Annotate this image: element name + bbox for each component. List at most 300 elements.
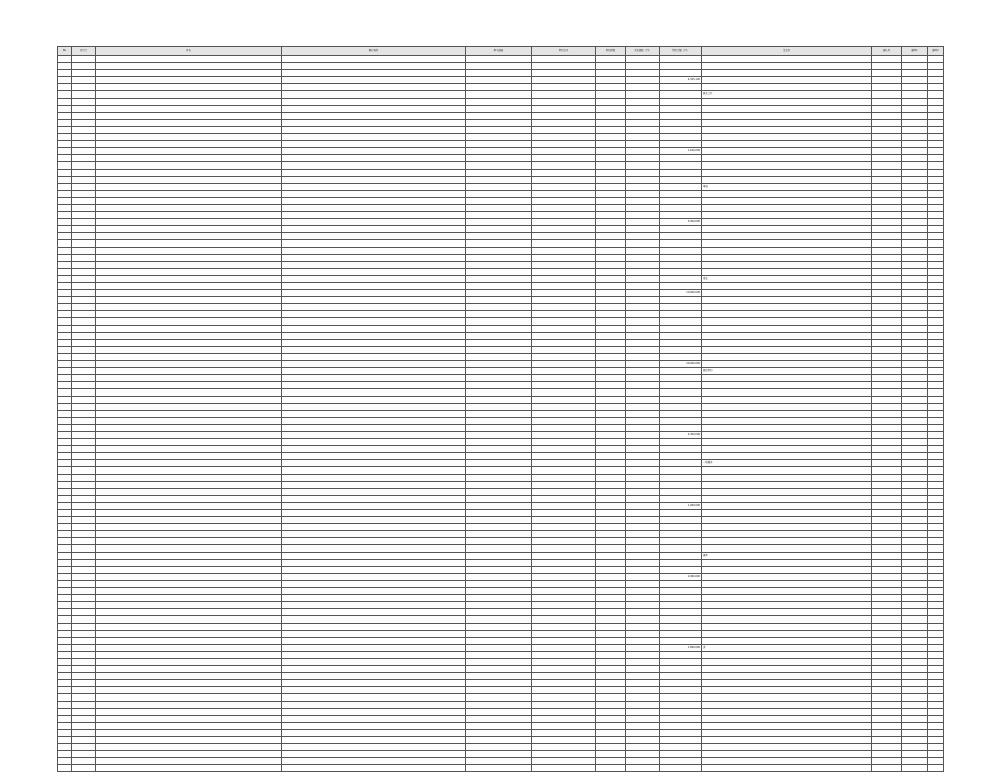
table-cell: [282, 283, 466, 290]
table-cell: [58, 744, 72, 751]
table-cell: [58, 446, 72, 453]
table-cell: [702, 559, 872, 566]
table-cell: [282, 183, 466, 190]
table-cell: [532, 694, 596, 701]
table-cell: [532, 346, 596, 353]
table-cell: [660, 680, 702, 687]
table-cell: [72, 240, 96, 247]
table-cell: [928, 417, 944, 424]
table-cell: [702, 162, 872, 169]
table-cell: 20,000,000: [660, 361, 702, 368]
table-cell: [928, 318, 944, 325]
table-cell: [660, 424, 702, 431]
table-cell: [72, 403, 96, 410]
table-cell: [626, 495, 660, 502]
table-cell: [660, 396, 702, 403]
table-cell: [58, 112, 72, 119]
table-cell: [702, 84, 872, 91]
table-row: [58, 183, 944, 190]
table-cell: [928, 580, 944, 587]
table-cell: [902, 580, 928, 587]
table-row: [58, 559, 944, 566]
table-cell: [660, 609, 702, 616]
table-cell: [928, 233, 944, 240]
table-cell: [596, 105, 626, 112]
table-cell: [532, 715, 596, 722]
table-cell: [96, 595, 282, 602]
table-cell: [532, 155, 596, 162]
table-row: [58, 141, 944, 148]
table-cell: [96, 204, 282, 211]
table-cell: [282, 531, 466, 538]
table-cell: [532, 623, 596, 630]
table-cell: [282, 63, 466, 70]
table-cell: [72, 460, 96, 467]
table-cell: [902, 488, 928, 495]
table-cell: [928, 261, 944, 268]
table-cell: [282, 765, 466, 772]
table-cell: [58, 84, 72, 91]
table-cell: [626, 708, 660, 715]
table-cell: [902, 758, 928, 765]
table-cell: [58, 240, 72, 247]
table-cell: [626, 524, 660, 531]
table-cell: [532, 467, 596, 474]
table-cell: [872, 708, 902, 715]
table-cell: [532, 318, 596, 325]
table-cell: [282, 424, 466, 431]
table-cell: [626, 84, 660, 91]
table-cell: [596, 353, 626, 360]
table-cell: [660, 623, 702, 630]
table-cell: [626, 290, 660, 297]
table-cell: [660, 538, 702, 545]
table-cell: [928, 304, 944, 311]
table-cell: [596, 98, 626, 105]
table-cell: [928, 658, 944, 665]
table-cell: [466, 318, 532, 325]
table-cell: [96, 531, 282, 538]
table-cell: [282, 673, 466, 680]
table-cell: [702, 588, 872, 595]
table-cell: [58, 105, 72, 112]
table-cell: [532, 247, 596, 254]
table-cell: [928, 247, 944, 254]
table-cell: [96, 658, 282, 665]
table-cell: [626, 283, 660, 290]
table-cell: [58, 119, 72, 126]
table-cell: [72, 495, 96, 502]
table-cell: [626, 247, 660, 254]
table-cell: [58, 403, 72, 410]
table-cell: [282, 197, 466, 204]
table-cell: [466, 176, 532, 183]
table-cell: [96, 190, 282, 197]
table-cell: 2,900,000: [660, 573, 702, 580]
table-cell: [96, 488, 282, 495]
table-cell: [96, 290, 282, 297]
table-cell: [596, 190, 626, 197]
table-cell: [872, 283, 902, 290]
table-cell: [72, 431, 96, 438]
table-cell: [58, 431, 72, 438]
table-cell: [96, 666, 282, 673]
table-cell: 一般競争: [702, 460, 872, 467]
table-cell: [466, 616, 532, 623]
table-cell: [872, 91, 902, 98]
table-cell: [72, 134, 96, 141]
table-row: [58, 297, 944, 304]
table-row: [58, 77, 944, 84]
table-cell: [902, 431, 928, 438]
table-row: [58, 545, 944, 552]
table-cell: [702, 290, 872, 297]
table-row: [58, 729, 944, 736]
table-cell: [58, 70, 72, 77]
table-cell: [532, 148, 596, 155]
table-cell: [702, 325, 872, 332]
table-cell: [928, 403, 944, 410]
table-cell: [96, 644, 282, 651]
table-cell: [626, 538, 660, 545]
table-cell: [660, 488, 702, 495]
table-cell: [532, 396, 596, 403]
table-cell: [660, 545, 702, 552]
table-cell: [626, 162, 660, 169]
table-cell: [902, 105, 928, 112]
table-cell: [596, 687, 626, 694]
table-cell: [72, 105, 96, 112]
table-row: [58, 148, 944, 155]
table-cell: [72, 339, 96, 346]
table-cell: [466, 190, 532, 197]
table-cell: [532, 580, 596, 587]
table-cell: [282, 708, 466, 715]
table-cell: [872, 403, 902, 410]
table-cell: [626, 148, 660, 155]
table-cell: [660, 254, 702, 261]
table-cell: [466, 183, 532, 190]
table-cell: [282, 502, 466, 509]
table-cell: [660, 410, 702, 417]
table-row: [58, 573, 944, 580]
table-row: [58, 495, 944, 502]
table-cell: [72, 729, 96, 736]
table-cell: [596, 311, 626, 318]
table-cell: [72, 573, 96, 580]
table-cell: [626, 658, 660, 665]
table-row: [58, 375, 944, 382]
table-cell: [96, 332, 282, 339]
table-cell: [626, 197, 660, 204]
table-cell: [872, 261, 902, 268]
table-cell: [660, 169, 702, 176]
table-cell: [58, 304, 72, 311]
table-row: [58, 524, 944, 531]
table-cell: [928, 552, 944, 559]
table-cell: [626, 275, 660, 282]
table-row: [58, 212, 944, 219]
table-cell: [96, 694, 282, 701]
table-cell: [928, 673, 944, 680]
table-cell: [466, 602, 532, 609]
table-cell: [928, 112, 944, 119]
table-cell: [96, 552, 282, 559]
table-cell: [626, 190, 660, 197]
table-cell: [928, 70, 944, 77]
table-cell: [702, 566, 872, 573]
table-cell: [72, 70, 96, 77]
table-cell: [872, 233, 902, 240]
table-cell: [96, 261, 282, 268]
table-cell: [702, 673, 872, 680]
table-cell: [596, 495, 626, 502]
col-header-amount: 契約金額（円）: [660, 47, 702, 56]
table-cell: [72, 630, 96, 637]
table-cell: [660, 134, 702, 141]
table-cell: [902, 247, 928, 254]
table-cell: [928, 751, 944, 758]
table-cell: [660, 708, 702, 715]
table-cell: [928, 694, 944, 701]
table-cell: [532, 63, 596, 70]
table-cell: [660, 453, 702, 460]
table-cell: 5,000,000: [660, 219, 702, 226]
table-cell: [902, 602, 928, 609]
table-cell: [626, 353, 660, 360]
table-cell: [466, 439, 532, 446]
table-cell: [466, 765, 532, 772]
table-cell: [596, 290, 626, 297]
table-cell: [702, 304, 872, 311]
table-cell: [902, 77, 928, 84]
table-cell: [660, 751, 702, 758]
table-row: [58, 474, 944, 481]
table-cell: [466, 226, 532, 233]
table-cell: [58, 353, 72, 360]
table-cell: [532, 297, 596, 304]
table-cell: [702, 219, 872, 226]
table-row: [58, 417, 944, 424]
table-cell: [466, 119, 532, 126]
table-cell: [660, 439, 702, 446]
table-cell: [58, 538, 72, 545]
table-cell: [282, 382, 466, 389]
table-cell: [466, 559, 532, 566]
table-row: [58, 105, 944, 112]
table-cell: [626, 474, 660, 481]
table-cell: [532, 197, 596, 204]
table-cell: [872, 701, 902, 708]
table-cell: [902, 680, 928, 687]
table-cell: [596, 644, 626, 651]
table-cell: [466, 552, 532, 559]
table-cell: [660, 616, 702, 623]
table-cell: [660, 580, 702, 587]
table-cell: [902, 112, 928, 119]
table-cell: [660, 119, 702, 126]
table-cell: [660, 190, 702, 197]
table-cell: [928, 63, 944, 70]
table-cell: [466, 708, 532, 715]
table-cell: [928, 396, 944, 403]
table-cell: [72, 595, 96, 602]
table-cell: [466, 361, 532, 368]
table-cell: [928, 134, 944, 141]
table-cell: [96, 439, 282, 446]
table-cell: [58, 559, 72, 566]
table-cell: [702, 297, 872, 304]
table-cell: [466, 715, 532, 722]
table-row: [58, 467, 944, 474]
table-cell: [58, 275, 72, 282]
table-cell: [96, 673, 282, 680]
table-cell: [72, 112, 96, 119]
table-row: [58, 254, 944, 261]
table-cell: [466, 687, 532, 694]
table-cell: [902, 460, 928, 467]
table-cell: [902, 119, 928, 126]
table-cell: [96, 580, 282, 587]
table-cell: [58, 439, 72, 446]
table-cell: [466, 197, 532, 204]
table-cell: [596, 580, 626, 587]
table-cell: [532, 431, 596, 438]
table-cell: [902, 637, 928, 644]
table-row: [58, 169, 944, 176]
table-cell: [596, 701, 626, 708]
table-cell: [282, 715, 466, 722]
table-cell: [626, 595, 660, 602]
table-cell: [466, 524, 532, 531]
table-cell: [902, 155, 928, 162]
table-cell: [96, 126, 282, 133]
table-cell: [532, 98, 596, 105]
table-cell: [596, 651, 626, 658]
table-cell: 単価: [702, 183, 872, 190]
table-cell: [58, 424, 72, 431]
table-cell: [58, 616, 72, 623]
table-cell: [532, 666, 596, 673]
table-cell: [282, 346, 466, 353]
table-cell: [96, 134, 282, 141]
table-cell: [660, 56, 702, 63]
table-cell: [532, 687, 596, 694]
table-cell: [72, 552, 96, 559]
table-cell: [702, 98, 872, 105]
table-row: [58, 453, 944, 460]
table-row: [58, 446, 944, 453]
table-row: [58, 361, 944, 368]
table-cell: [928, 765, 944, 772]
table-cell: [928, 155, 944, 162]
table-cell: [96, 744, 282, 751]
table-cell: [532, 240, 596, 247]
table-cell: [928, 105, 944, 112]
table-cell: [58, 765, 72, 772]
table-cell: [596, 176, 626, 183]
table-row: [58, 531, 944, 538]
table-cell: [58, 488, 72, 495]
table-cell: [902, 439, 928, 446]
table-cell: [532, 453, 596, 460]
table-row: [58, 602, 944, 609]
table-cell: [96, 318, 282, 325]
table-cell: [928, 701, 944, 708]
table-cell: [872, 346, 902, 353]
table-cell: [532, 254, 596, 261]
table-row: [58, 637, 944, 644]
table-cell: [532, 644, 596, 651]
table-cell: [928, 460, 944, 467]
table-cell: [928, 637, 944, 644]
table-cell: 備考: [702, 552, 872, 559]
table-cell: [626, 403, 660, 410]
table-cell: [928, 481, 944, 488]
table-cell: [902, 715, 928, 722]
table-cell: [928, 297, 944, 304]
table-cell: [928, 169, 944, 176]
table-row: [58, 368, 944, 375]
table-row: [58, 623, 944, 630]
table-cell: [902, 353, 928, 360]
table-cell: [282, 212, 466, 219]
table-cell: [96, 545, 282, 552]
table-row: [58, 396, 944, 403]
table-cell: [72, 609, 96, 616]
table-cell: [282, 311, 466, 318]
table-cell: [872, 297, 902, 304]
table-cell: [532, 325, 596, 332]
table-cell: [58, 77, 72, 84]
table-cell: [58, 141, 72, 148]
table-cell: [702, 155, 872, 162]
table-cell: [96, 240, 282, 247]
table-cell: [282, 623, 466, 630]
table-cell: [660, 510, 702, 517]
table-cell: [282, 268, 466, 275]
table-cell: [596, 332, 626, 339]
table-cell: [660, 183, 702, 190]
table-cell: [872, 361, 902, 368]
table-cell: [466, 658, 532, 665]
table-cell: [596, 346, 626, 353]
table-cell: [702, 204, 872, 211]
table-cell: [282, 332, 466, 339]
table-cell: [872, 169, 902, 176]
table-cell: [58, 673, 72, 680]
table-cell: [282, 481, 466, 488]
table-cell: [596, 112, 626, 119]
table-cell: [466, 70, 532, 77]
table-cell: [532, 304, 596, 311]
table-cell: [902, 148, 928, 155]
table-cell: [72, 212, 96, 219]
table-cell: [660, 325, 702, 332]
table-cell: [72, 715, 96, 722]
col-header-no: No: [58, 47, 72, 56]
table-row: [58, 240, 944, 247]
table-cell: [596, 254, 626, 261]
table-cell: [72, 56, 96, 63]
table-cell: [72, 268, 96, 275]
table-cell: [532, 658, 596, 665]
table-cell: [902, 446, 928, 453]
table-cell: [626, 212, 660, 219]
table-cell: [96, 283, 282, 290]
table-cell: [928, 91, 944, 98]
table-cell: [58, 254, 72, 261]
